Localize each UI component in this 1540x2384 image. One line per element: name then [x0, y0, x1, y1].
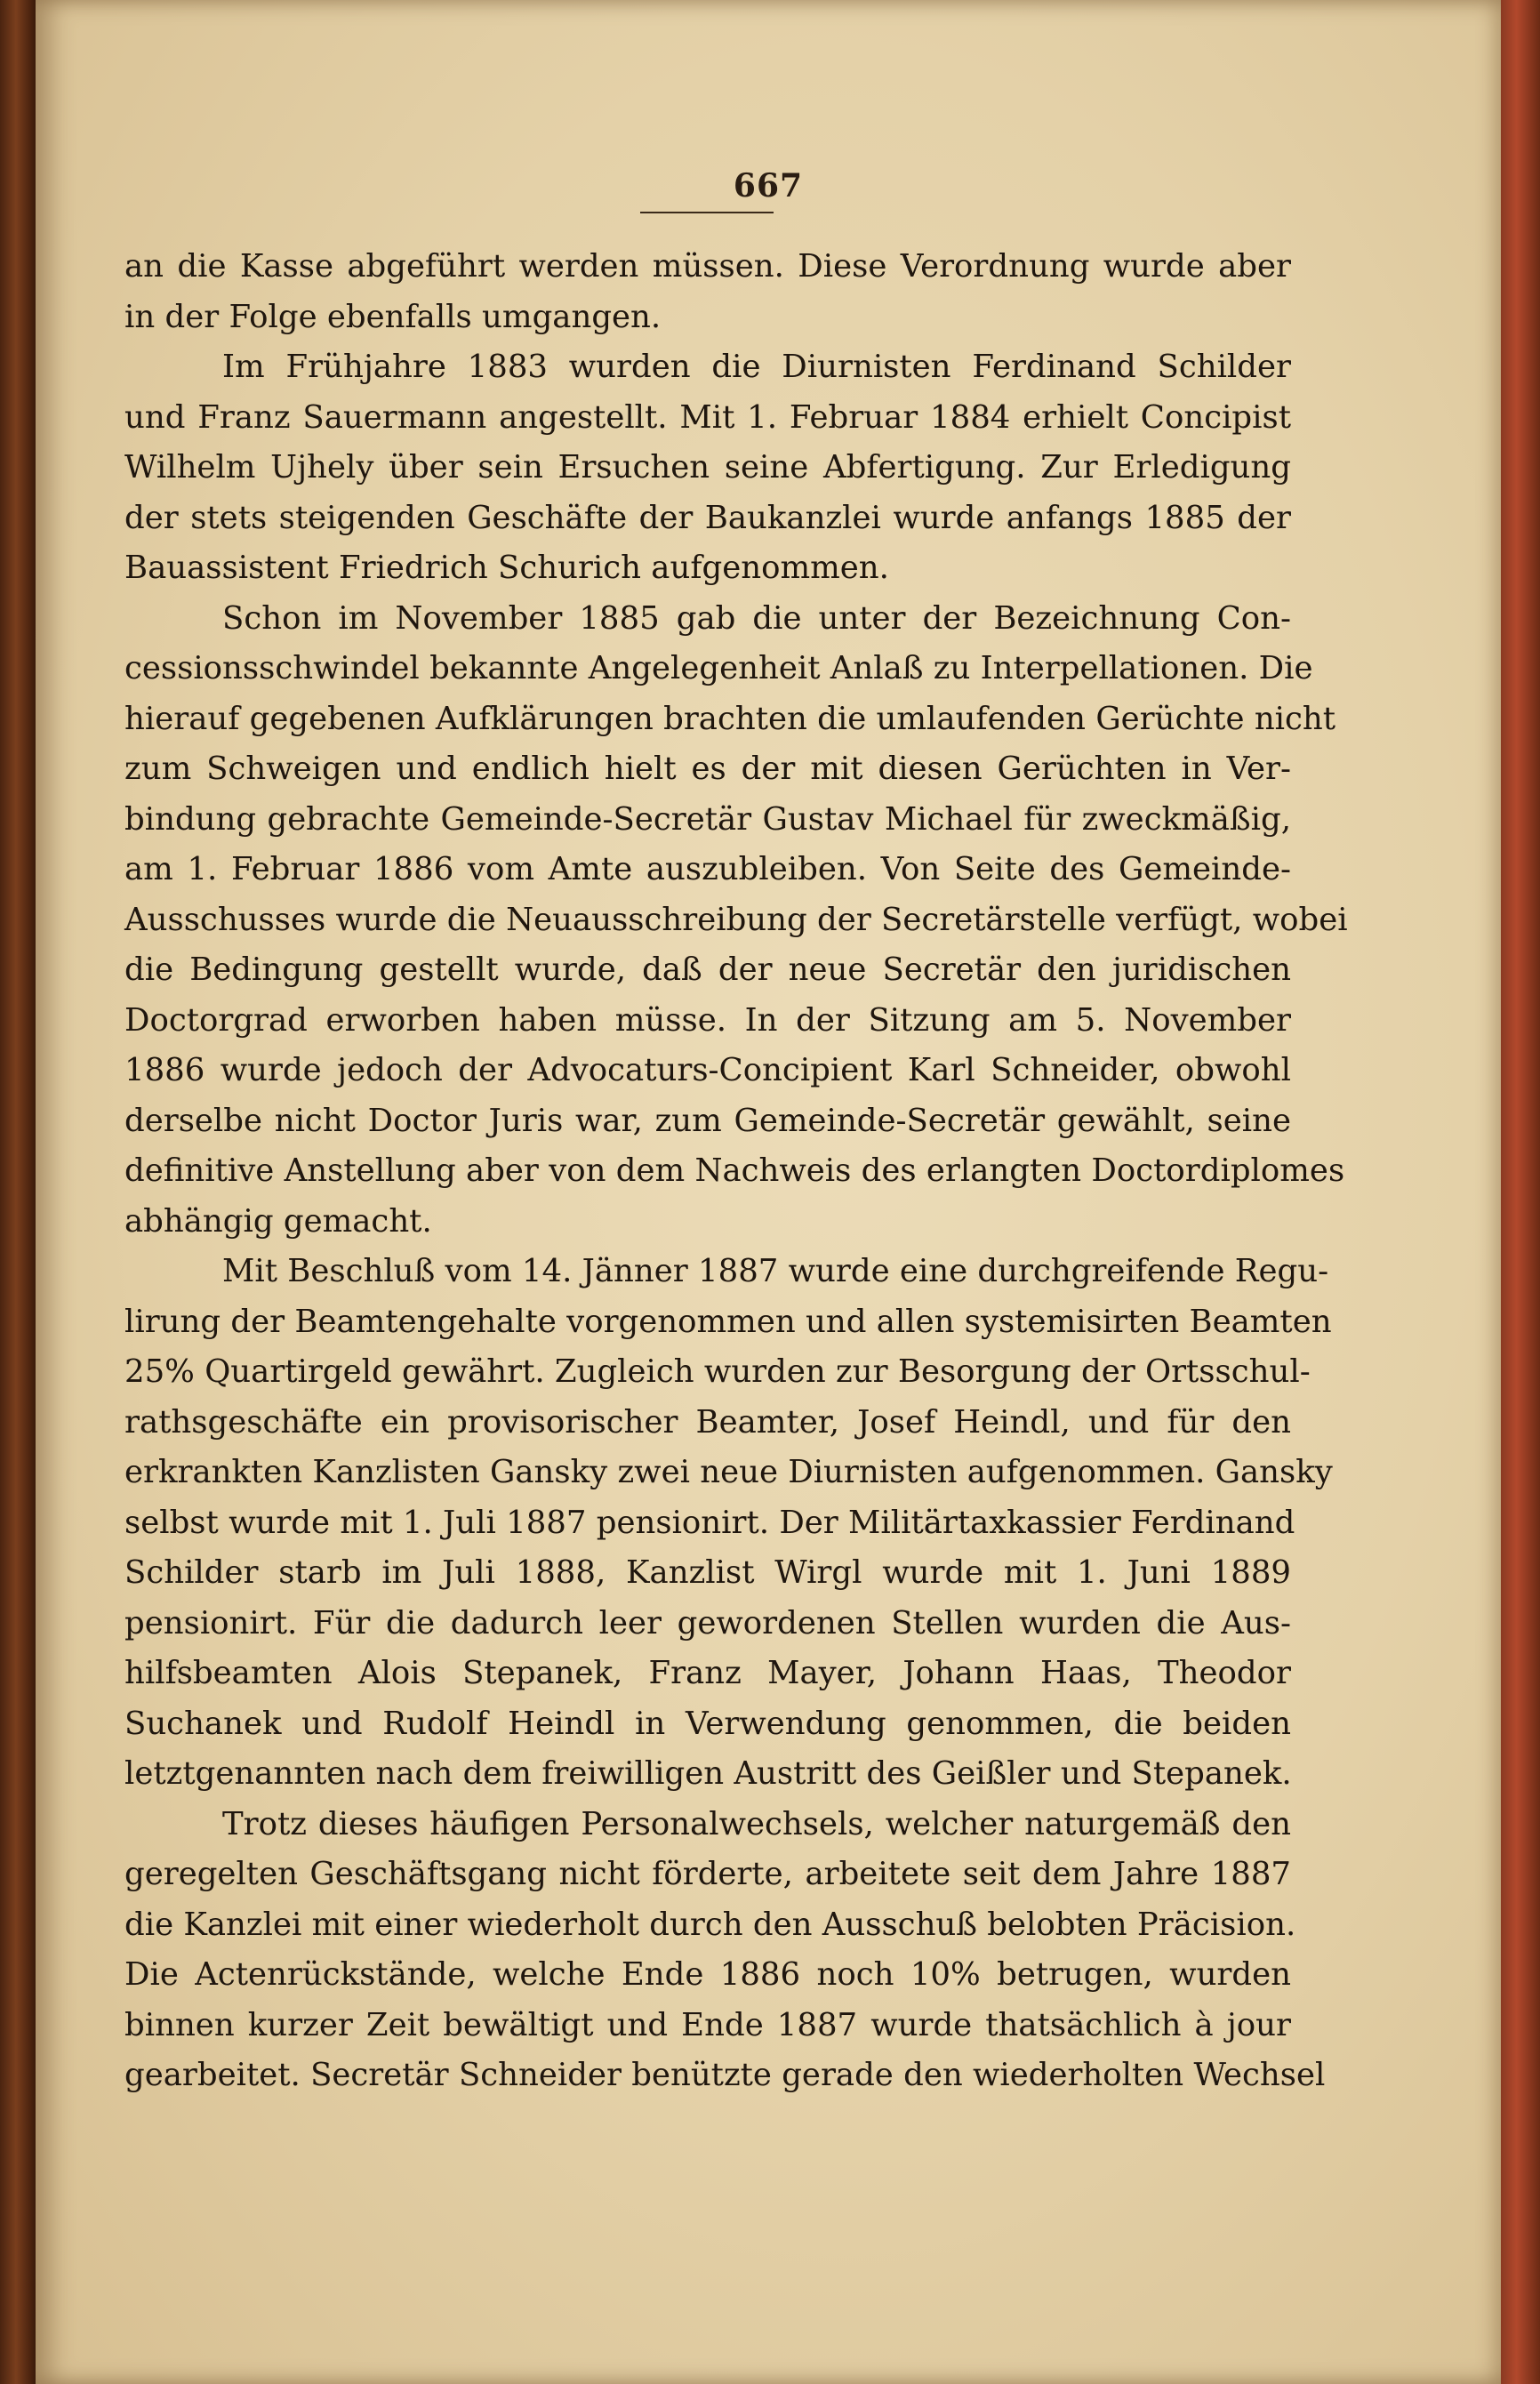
text-line: Im Frühjahre 1883 wurden die Diurnisten Ferdinand Schilder	[222, 349, 1291, 385]
book-page	[36, 0, 1501, 2384]
text-line: die Bedingung gestellt wurde, daß der neue Secretär den juridischen	[124, 951, 1291, 988]
body-text	[124, 242, 1348, 2101]
text-line: cessionsschwindel bekannte Angelegenheit Anlaß zu Interpellationen. Die	[124, 650, 1313, 686]
text-line: letztgenannten nach dem freiwilligen Austritt des Geißler und Stepanek.	[124, 1755, 1292, 1792]
page-number: 667	[733, 167, 804, 205]
text-line: und Franz Sauermann angestellt. Mit 1. Februar 1884 erhielt Concipist	[124, 398, 1291, 436]
text-line: an die Kasse abgeführt werden müssen. Diese Verordnung wurde aber	[124, 248, 1291, 285]
text-line: derselbe nicht Doctor Juris war, zum Gemeinde-Secretär gewählt, seine	[124, 1102, 1291, 1139]
book-binding-edge	[0, 0, 36, 2384]
text-line: Mit Beschluß vom 14. Jänner 1887 wurde eine durchgreifende Regu-	[222, 1253, 1329, 1289]
text-line: geregelten Geschäftsgang nicht förderte, arbeitete seit dem Jahre 1887	[124, 1856, 1291, 1892]
text-line: definitive Anstellung aber von dem Nachweis des erlangten Doctordiplomes	[124, 1152, 1345, 1189]
text-line: Schon im November 1885 gab die unter der Bezeichnung Con-	[222, 599, 1291, 637]
text-line: bindung gebrachte Gemeinde-Secretär Gustav Michael für zweckmäßig,	[124, 800, 1291, 838]
text-line: pensionirt. Für die dadurch leer gewordenen Stellen wurden die Aus-	[124, 1604, 1291, 1642]
page-number-rule	[640, 212, 774, 213]
text-line: erkrankten Kanzlisten Gansky zwei neue Diurnisten aufgenommen. Gansky	[124, 1454, 1333, 1490]
text-line: abhängig gemacht.	[124, 1202, 432, 1240]
text-line: lirung der Beamtengehalte vorgenommen und allen systemisirten Beamten	[124, 1303, 1332, 1340]
text-line: rathsgeschäfte ein provisorischer Beamter, Josef Heindl, und für den	[124, 1403, 1291, 1441]
text-line: 25% Quartirgeld gewährt. Zugleich wurden zur Besorgung der Ortsschul-	[124, 1353, 1311, 1390]
text-line: Bauassistent Friedrich Schurich aufgenommen.	[124, 550, 889, 586]
text-line: Ausschusses wurde die Neuausschreibung der Secretärstelle verfügt, wobei	[124, 901, 1348, 938]
text-line: Wilhelm Ujhely über sein Ersuchen seine Abfertigung. Zur Erledigung	[124, 449, 1291, 486]
text-line: hilfsbeamten Alois Stepanek, Franz Mayer, Johann Haas, Theodor	[124, 1655, 1291, 1691]
text-line: Trotz dieses häufigen Personalwechsels, welcher naturgemäß den	[222, 1805, 1291, 1842]
page-fore-edge	[1501, 0, 1540, 2384]
text-line: die Kanzlei mit einer wiederholt durch den Ausschuß belobten Präcision.	[124, 1906, 1296, 1943]
text-line: in der Folge ebenfalls umgangen.	[124, 298, 662, 335]
text-line: binnen kurzer Zeit bewältigt und Ende 1887 wurde thatsächlich à jour	[124, 2006, 1291, 2043]
text-line: Schilder starb im Juli 1888, Kanzlist Wirgl wurde mit 1. Juni 1889	[124, 1554, 1291, 1591]
text-line: der stets steigenden Geschäfte der Baukanzlei wurde anfangs 1885 der	[124, 499, 1291, 536]
text-line: Doctorgrad erworben haben müsse. In der Sitzung am 5. November	[124, 1001, 1291, 1039]
text-line: zum Schweigen und endlich hielt es der mit diesen Gerüchten in Ver-	[124, 751, 1291, 787]
text-line: Die Actenrückstände, welche Ende 1886 noch 10% betrugen, wurden	[124, 1956, 1291, 1993]
text-line: hierauf gegebenen Aufklärungen brachten die umlaufenden Gerüchte nicht	[124, 700, 1336, 737]
text-line: 1886 wurde jedoch der Advocaturs-Concipient Karl Schneider, obwohl	[124, 1052, 1291, 1088]
text-line: selbst wurde mit 1. Juli 1887 pensionirt. Der Militärtaxkassier Ferdinand	[124, 1504, 1295, 1541]
text-line: Suchanek und Rudolf Heindl in Verwendung genommen, die beiden	[124, 1705, 1291, 1742]
text-line: am 1. Februar 1886 vom Amte auszubleiben. Von Seite des Gemeinde-	[124, 851, 1291, 887]
text-line: gearbeitet. Secretär Schneider benützte gerade den wiederholten Wechsel	[124, 2057, 1326, 2093]
